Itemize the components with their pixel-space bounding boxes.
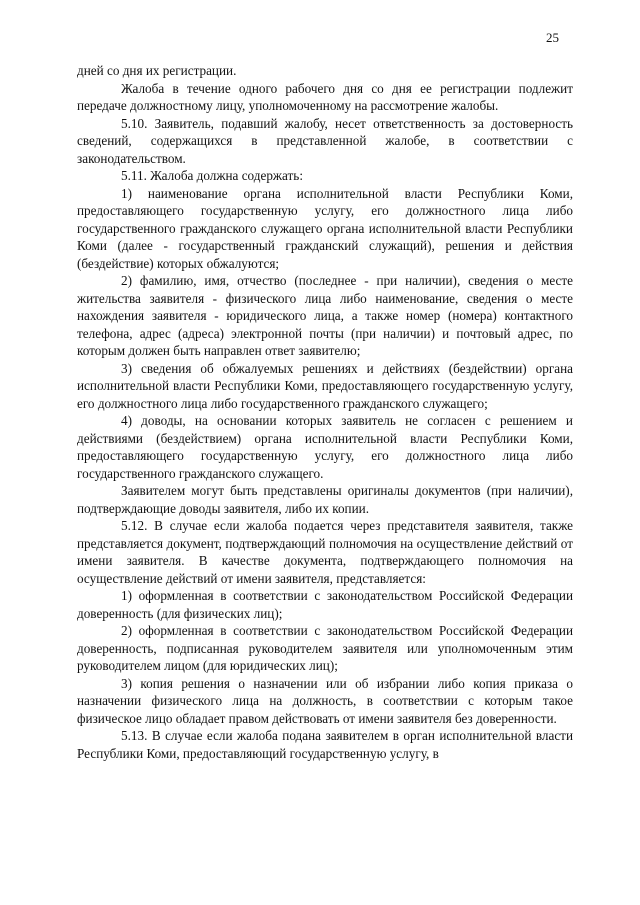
paragraph: 5.10. Заявитель, подавший жалобу, несет ответственность за достоверность сведений, содержащихся в представленной жалобе, в соответствии с законодательством. [77,115,573,166]
paragraph: Заявителем могут быть представлены оригиналы документов (при наличии), подтверждающие доводы заявителя, либо их копии. [77,483,573,516]
paragraph: дней со дня их регистрации. [77,63,237,78]
paragraph: 5.13. В случае если жалоба подана заявителем в орган исполнительной власти Республики Коми, предоставляющий государственную услугу, в [77,728,573,761]
paragraph: 1) наименование органа исполнительной власти Республики Коми, предоставляющего государственную услугу, его должностного лица либо государственного гражданского служащего органа исполнительной власти Республики Коми (далее - государственный гражданский служащий), решения и действия (бездействие) которых обжалуются; [77,185,573,271]
paragraph: 2) оформленная в соответствии с законодательством Российской Федерации доверенность, подписанная руководителем заявителя или уполномоченным этим руководителем лицом (для юридических лиц); [77,623,573,673]
paragraph: 4) доводы, на основании которых заявитель не согласен с решением и действиями (бездействием) органа исполнительной власти Республики Коми, предоставляющего государственную услугу, его должностного лица либо государственного гражданского служащего. [77,413,573,481]
paragraph: 1) оформленная в соответствии с законодательством Российской Федерации доверенность (для физических лиц); [77,588,573,621]
document-body [77,62,573,762]
paragraph: 2) фамилию, имя, отчество (последнее - при наличии), сведения о месте жительства заявителя - физического лица либо наименование, сведения о месте нахождения заявителя - юридического лица, а также номер (номера) контактного телефона, адрес (адреса) электронной почты (при наличии) и почтовый адрес, по которым должен быть направлен ответ заявителю; [77,273,573,358]
paragraph: 3) сведения об обжалуемых решениях и действиях (бездействии) органа исполнительной власти Республики Коми, предоставляющего государственную услугу, его должностного лица либо государственного гражданского служащего; [77,360,573,411]
page-number: 25 [546,30,559,45]
paragraph: 3) копия решения о назначении или об избрании либо копия приказа о назначении физического лица на должность, в соответствии с которым такое физическое лицо обладает правом действовать от имени заявителя без доверенности. [77,675,573,726]
paragraph: 5.11. Жалоба должна содержать: [121,168,303,183]
paragraph: 5.12. В случае если жалоба подается через представителя заявителя, также представляется документ, подтверждающий полномочия на осуществление действий от имени заявителя. В качестве документа, подтверждающего полномочия на осуществление действий от имени заявителя, представляется: [77,518,573,586]
paragraph: Жалоба в течение одного рабочего дня со дня ее регистрации подлежит передаче должностному лицу, уполномоченному на рассмотрение жалобы. [77,80,573,113]
